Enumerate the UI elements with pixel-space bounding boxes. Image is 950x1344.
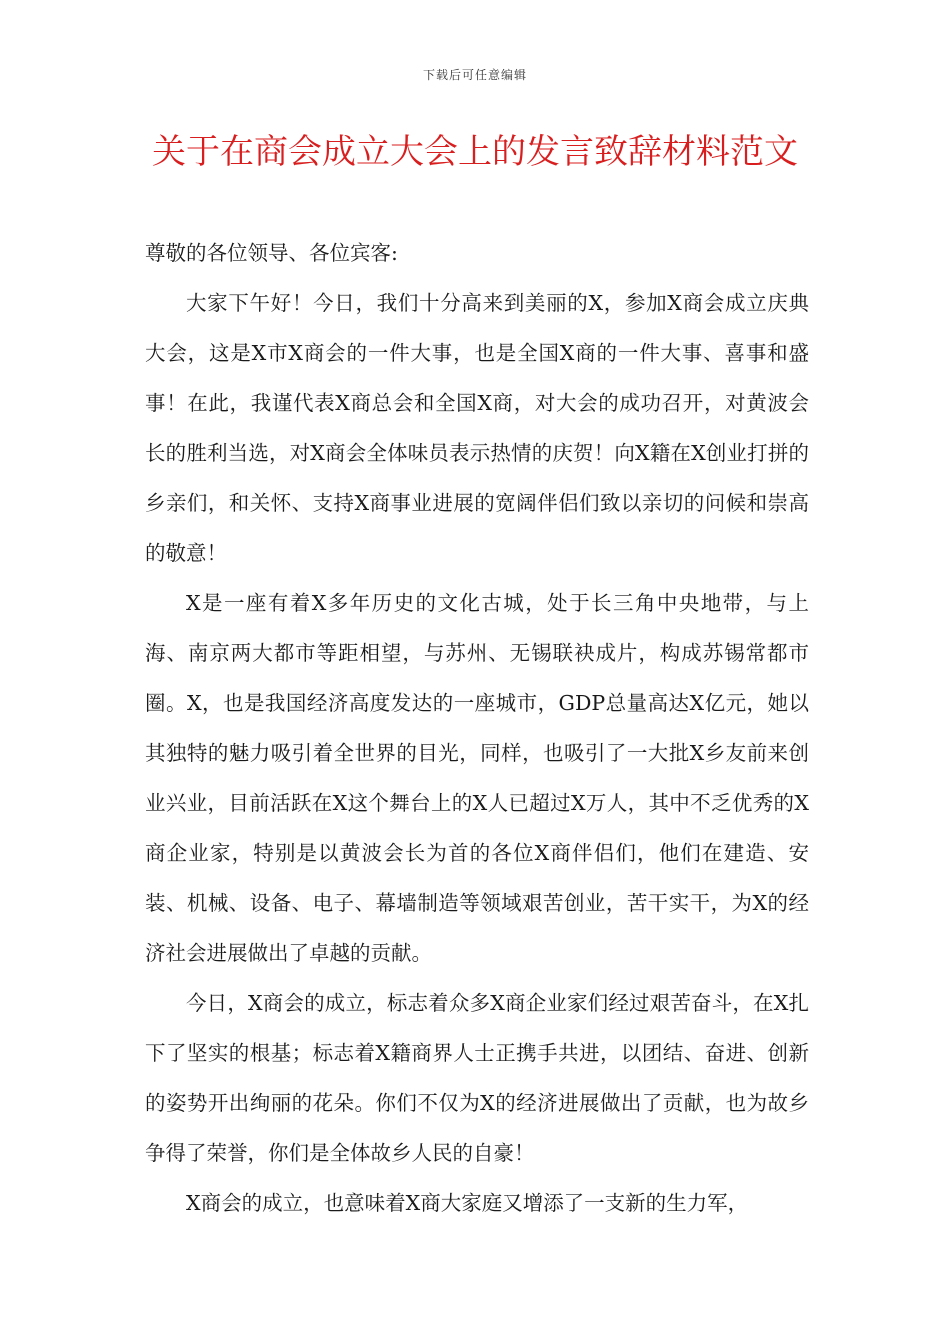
greeting-line: 尊敬的各位领导、各位宾客:: [145, 241, 398, 265]
paragraph-2: X是一座有着X多年历史的文化古城，处于长三角中央地带，与上海、南京两大都市等距相望，与苏州、无锡联袂成片，构成苏锡常都市圈。X，也是我国经济高度发达的一座城市，GDP总量高达X亿元，她以其独特的魅力吸引着全世界的目光，同样，也吸引了一大批X乡友前来创业兴业，目前活跃在X这个舞台上的X人已超过X万人，其中不乏优秀的X商企业家，特别是以黄波会长为首的各位X商伴侣们，他们在建造、安装、机械、设备、电子、幕墙制造等领域艰苦创业，苦干实干，为X的经济社会进展做出了卓越的贡献。: [145, 591, 809, 965]
paragraph-3: 今日，X商会的成立，标志着众多X商企业家们经过艰苦奋斗，在X扎下了坚实的根基；标志着X籍商界人士正携手共进，以团结、奋进、创新的姿势开出绚丽的花朵。你们不仅为X的经济进展做出了贡献，也为故乡争得了荣誉，你们是全体故乡人民的自豪！: [145, 991, 809, 1165]
document-title: 关于在商会成立大会上的发言致辞材料范文: [152, 132, 798, 172]
document-body: [145, 228, 809, 1228]
paragraph-4: X商会的成立，也意味着X商大家庭又增添了一支新的生力军，: [186, 1191, 749, 1215]
paragraph-1: 大家下午好！今日，我们十分高来到美丽的X，参加X商会成立庆典大会，这是X市X商会的一件大事，也是全国X商的一件大事、喜事和盛事！在此，我谨代表X商总会和全国X商，对大会的成功召开，对黄波会长的胜利当选，对X商会全体味员表示热情的庆贺！向X籍在X创业打拼的乡亲们，和关怀、支持X商事业进展的宽阔伴侣们致以亲切的问候和崇高的敬意！: [145, 291, 809, 565]
header-note: 下载后可任意编辑: [422, 68, 527, 82]
